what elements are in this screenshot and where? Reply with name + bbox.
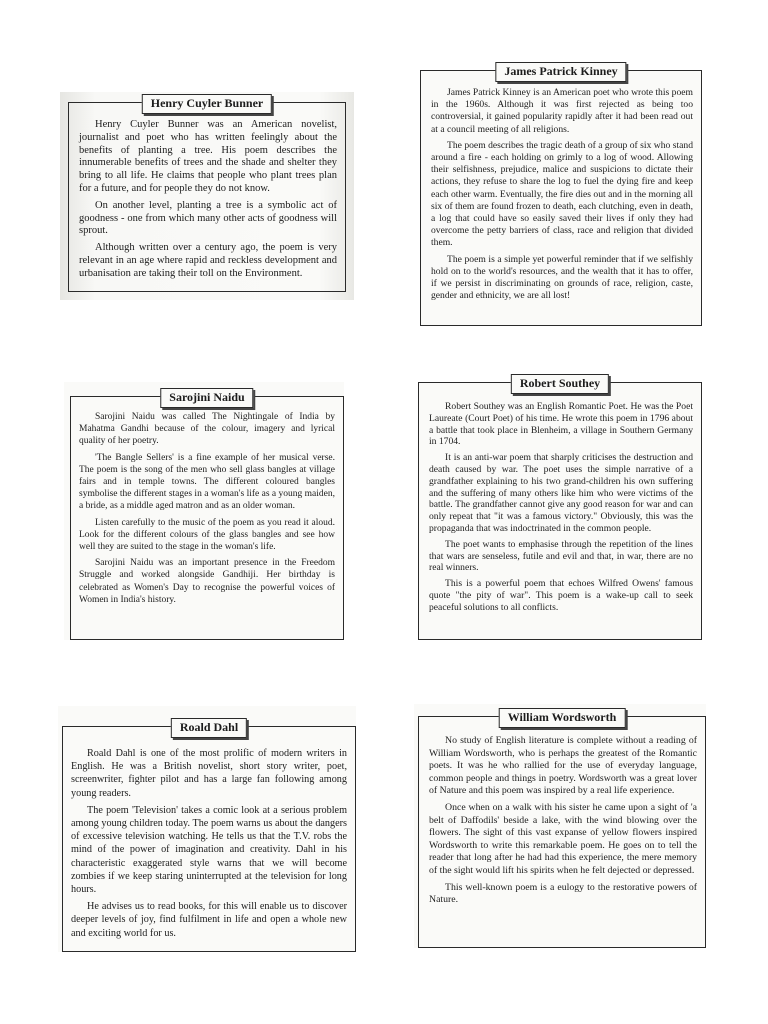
card-paragraph: James Patrick Kinney is an American poet who wrote this poem in the 1960s. Although it was first rejected as being too controversial, it gained popularity rapidly after it had been read out at a council meeting of all religions. xyxy=(431,87,693,135)
card-robert-southey xyxy=(418,376,702,640)
card-paragraph: Robert Southey was an English Romantic Poet. He was the Poet Laureate (Court Poet) of his time. He wrote this poem in 1796 about a battle that took place in Blenheim, a village in Southern Germany in 1704. xyxy=(429,401,693,448)
card-frame xyxy=(68,96,346,292)
card-paragraph: Sarojini Naidu was an important presence in the Freedom Struggle and worked alongside Gandhiji. Her birthday is celebrated as Women's Day to recognise the powerful voices of Women in India's history. xyxy=(79,558,335,605)
card-paragraph: This is a powerful poem that echoes Wilfred Owens' famous quote "the pity of war". This poem is a wake-up call to seek peaceful solutions to all conflicts. xyxy=(429,578,693,613)
card-title: William Wordsworth xyxy=(499,708,626,728)
card-paragraph: On another level, planting a tree is a symbolic act of goodness - one from which many other acts of goodness will sprout. xyxy=(79,199,337,237)
card-sarojini-naidu xyxy=(64,382,344,640)
card-paragraph: The poem describes the tragic death of a group of six who stand around a fire - each holding on grimly to a log of wood. Allowing their selfishness, prejudice, malice and suspicions to dictate their actions, they refuse to share the log to fuel the dying fire and keep each other warm. Eventually, the fire dies out and in the morning all six of them are found frozen to death, each clutching, even in death, a log that could have so easily saved their lives if only they had overcome the petty barriers of class, race and religion that divided them. xyxy=(431,139,693,249)
card-james-patrick-kinney xyxy=(420,64,702,326)
card-paragraph: 'The Bangle Sellers' is a fine example of her musical verse. The poem is the song of the men who sell glass bangles at village fairs and in temple towns. The different coloured bangles symbolise the different stages in a woman's life as a young maiden, a bride, as a middle aged matron and as an older woman. xyxy=(79,452,335,512)
card-roald-dahl xyxy=(58,706,356,952)
card-paragraph: The poet wants to emphasise through the repetition of the lines that wars are senseless, futile and evil and that, in war, there are no real winners. xyxy=(429,538,693,574)
card-frame xyxy=(420,64,702,326)
card-title: Henry Cuyler Bunner xyxy=(142,94,272,114)
card-paragraph: The poem 'Television' takes a comic look at a serious problem among young children today. The poem warns us about the dangers of excessive television watching. He tells us that the T.V. robs the mind of the power of imagination and creativity. Dahl in his characteristic exaggerated style warns that we will become zombies if we keep staring uninterrupted at the television for long hours. xyxy=(71,804,347,896)
card-title: Roald Dahl xyxy=(171,718,247,738)
card-title: Robert Southey xyxy=(511,374,609,394)
card-frame xyxy=(418,710,706,948)
card-paragraph: No study of English literature is complete without a reading of William Wordsworth, who is perhaps the greatest of the Romantic poets. It was he who rallied for the use of everyday language, common people and things in poetry. Wordsworth was a great lover of Nature and this poem was inspired by a real life experience. xyxy=(429,735,697,797)
card-frame xyxy=(62,720,356,952)
card-paragraph: The poem is a simple yet powerful reminder that if we selfishly hold on to the world's resources, and the wealth that it has to offer, if we persist in discriminating on grounds of race, religion, caste, gender and ethnicity, we are all lost! xyxy=(431,253,693,302)
card-paragraph: This well-known poem is a eulogy to the restorative powers of Nature. xyxy=(429,881,697,906)
card-paragraph: Listen carefully to the music of the poem as you read it aloud. Look for the different colours of the glass bangles and see how well they are suited to the stage in the woman's life. xyxy=(79,517,335,553)
card-frame xyxy=(418,376,702,640)
card-frame xyxy=(70,390,344,640)
card-paragraph: Although written over a century ago, the poem is very relevant in an age where rapid and reckless development and urbanisation are taking their toll on the Environment. xyxy=(79,242,337,279)
card-paragraph: It is an anti-war poem that sharply criticises the destruction and death caused by war. The poet uses the simple narrative of a grandfather explaining to his two grand-children his own suffering and the suffering of many others like him who were victims of the battle. The grandfather cannot give any good reason for war and can only repeat that "it was a famous victory." Obviously, this was the propaganda that was indoctrinated in the common people. xyxy=(429,452,693,534)
card-william-wordsworth xyxy=(414,704,706,948)
card-henry-cuyler-bunner xyxy=(60,92,354,300)
card-paragraph: Roald Dahl is one of the most prolific of modern writers in English. He was a British novelist, short story writer, poet, screenwriter, fighter pilot and has a large fan following among young readers. xyxy=(71,748,347,799)
card-paragraph: Once when on a walk with his sister he came upon a sight of 'a belt of Daffodils' beside a lake, with the wind blowing over the flowers. The sight of this vast expanse of yellow flowers inspired Wordsworth to write this remarkable poem. He goes on to tell the reader that long after he had had this experience, the mere memory of the sight would lift his spirits when he felt dejected or depressed. xyxy=(429,801,697,876)
card-title: Sarojini Naidu xyxy=(160,388,253,408)
card-title: James Patrick Kinney xyxy=(495,62,626,82)
card-paragraph: Sarojini Naidu was called The Nightingale of India by Mahatma Gandhi because of the colour, imagery and lyrical quality of her poetry. xyxy=(79,412,335,447)
card-paragraph: He advises us to read books, for this will enable us to discover deeper levels of joy, find fulfilment in life and open a whole new and exciting world for us. xyxy=(71,901,347,939)
card-paragraph: Henry Cuyler Bunner was an American novelist, journalist and poet who has written feelingly about the benefits of planting a tree. His poem describes the innumerable benefits of trees and the shade and shelter they bring to all life. He claims that people who plant trees plan for a future, and for people they do not know. xyxy=(79,119,337,194)
